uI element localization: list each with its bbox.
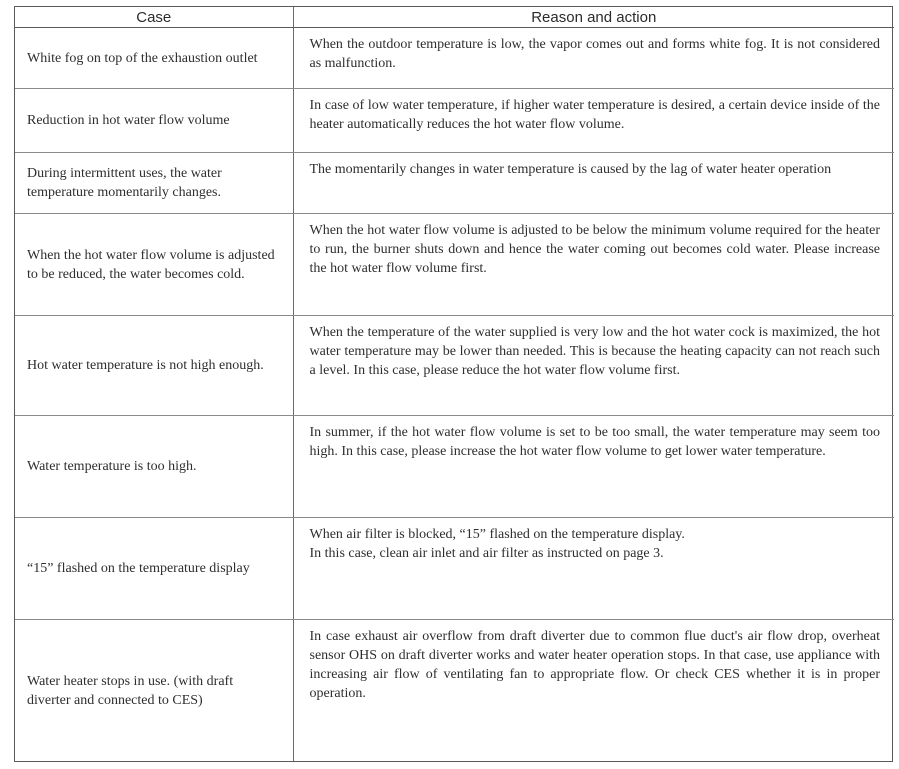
case-cell bbox=[15, 89, 293, 153]
reason-cell bbox=[293, 89, 894, 153]
case-text: White fog on top of the exhaustion outlet bbox=[27, 50, 258, 66]
case-cell bbox=[15, 28, 293, 89]
case-cell bbox=[15, 214, 293, 316]
reason-line: When air filter is blocked, “15” flashed on the temperature display. bbox=[309, 527, 685, 542]
reason-cell bbox=[293, 214, 894, 316]
reason-text: The momentarily changes in water temperature is caused by the lag of water heater operation bbox=[309, 162, 832, 177]
case-text: Water heater stops in use. (with draft diverter and connected to CES) bbox=[27, 673, 234, 708]
reason-text: In summer, if the hot water flow volume is set to be too small, the water temperature may seem too high. In this case, please increase the hot water flow volume to get lower water temperature. bbox=[309, 425, 880, 459]
case-text: Water temperature is too high. bbox=[27, 459, 197, 474]
case-text: Reduction in hot water flow volume bbox=[27, 113, 230, 128]
case-text: “15” flashed on the temperature display bbox=[27, 561, 250, 576]
table-row bbox=[15, 316, 894, 416]
table-row bbox=[15, 416, 894, 518]
reason-line: In this case, clean air inlet and air filter as instructed on page 3. bbox=[309, 546, 664, 561]
case-text: During intermittent uses, the water temperature momentarily changes. bbox=[27, 166, 222, 200]
reason-cell bbox=[293, 28, 894, 89]
table-row bbox=[15, 518, 894, 620]
troubleshooting-sheet bbox=[14, 6, 893, 762]
case-cell bbox=[15, 518, 293, 620]
reason-cell bbox=[293, 153, 894, 214]
table-row bbox=[15, 153, 894, 214]
table-row bbox=[15, 28, 894, 89]
troubleshooting-table bbox=[15, 7, 894, 761]
reason-cell bbox=[293, 518, 894, 620]
reason-cell bbox=[293, 416, 894, 518]
table-row bbox=[15, 214, 894, 316]
table-row bbox=[15, 89, 894, 153]
reason-cell bbox=[293, 620, 894, 762]
header-row bbox=[15, 7, 894, 28]
table-row bbox=[15, 620, 894, 762]
reason-text: When the outdoor temperature is low, the vapor comes out and forms white fog. It is not considered as malfunction. bbox=[309, 37, 880, 71]
case-cell bbox=[15, 620, 293, 762]
case-cell bbox=[15, 416, 293, 518]
case-text: When the hot water flow volume is adjusted to be reduced, the water becomes cold. bbox=[27, 247, 275, 282]
reason-text: In case of low water temperature, if higher water temperature is desired, a certain device inside of the heater automatically reduces the hot water flow volume. bbox=[309, 98, 880, 132]
reason-text: When the temperature of the water supplied is very low and the hot water cock is maximized, the hot water temperature may be lower than needed. This is because the heating capacity can not reach such a level. In this case, please reduce the hot water flow volume first. bbox=[309, 325, 880, 378]
header-case: Case bbox=[15, 7, 293, 28]
reason-text: In case exhaust air overflow from draft diverter due to common flue duct's air flow drop, overheat sensor OHS on draft diverter works and water heater operation stops. In that case, use appliance with increasing air flow of ventilating fan to appropriate flow. Or check CES whether it is in proper operation. bbox=[309, 629, 880, 701]
case-cell bbox=[15, 153, 293, 214]
case-cell bbox=[15, 316, 293, 416]
reason-text: When the hot water flow volume is adjusted to be below the minimum volume required for the heater to run, the burner shuts down and hence the water coming out becomes cold water. Please increase the hot water flow volume first. bbox=[309, 223, 880, 276]
header-reason-and-action: Reason and action bbox=[293, 7, 894, 28]
case-text: Hot water temperature is not high enough. bbox=[27, 358, 264, 373]
reason-cell bbox=[293, 316, 894, 416]
